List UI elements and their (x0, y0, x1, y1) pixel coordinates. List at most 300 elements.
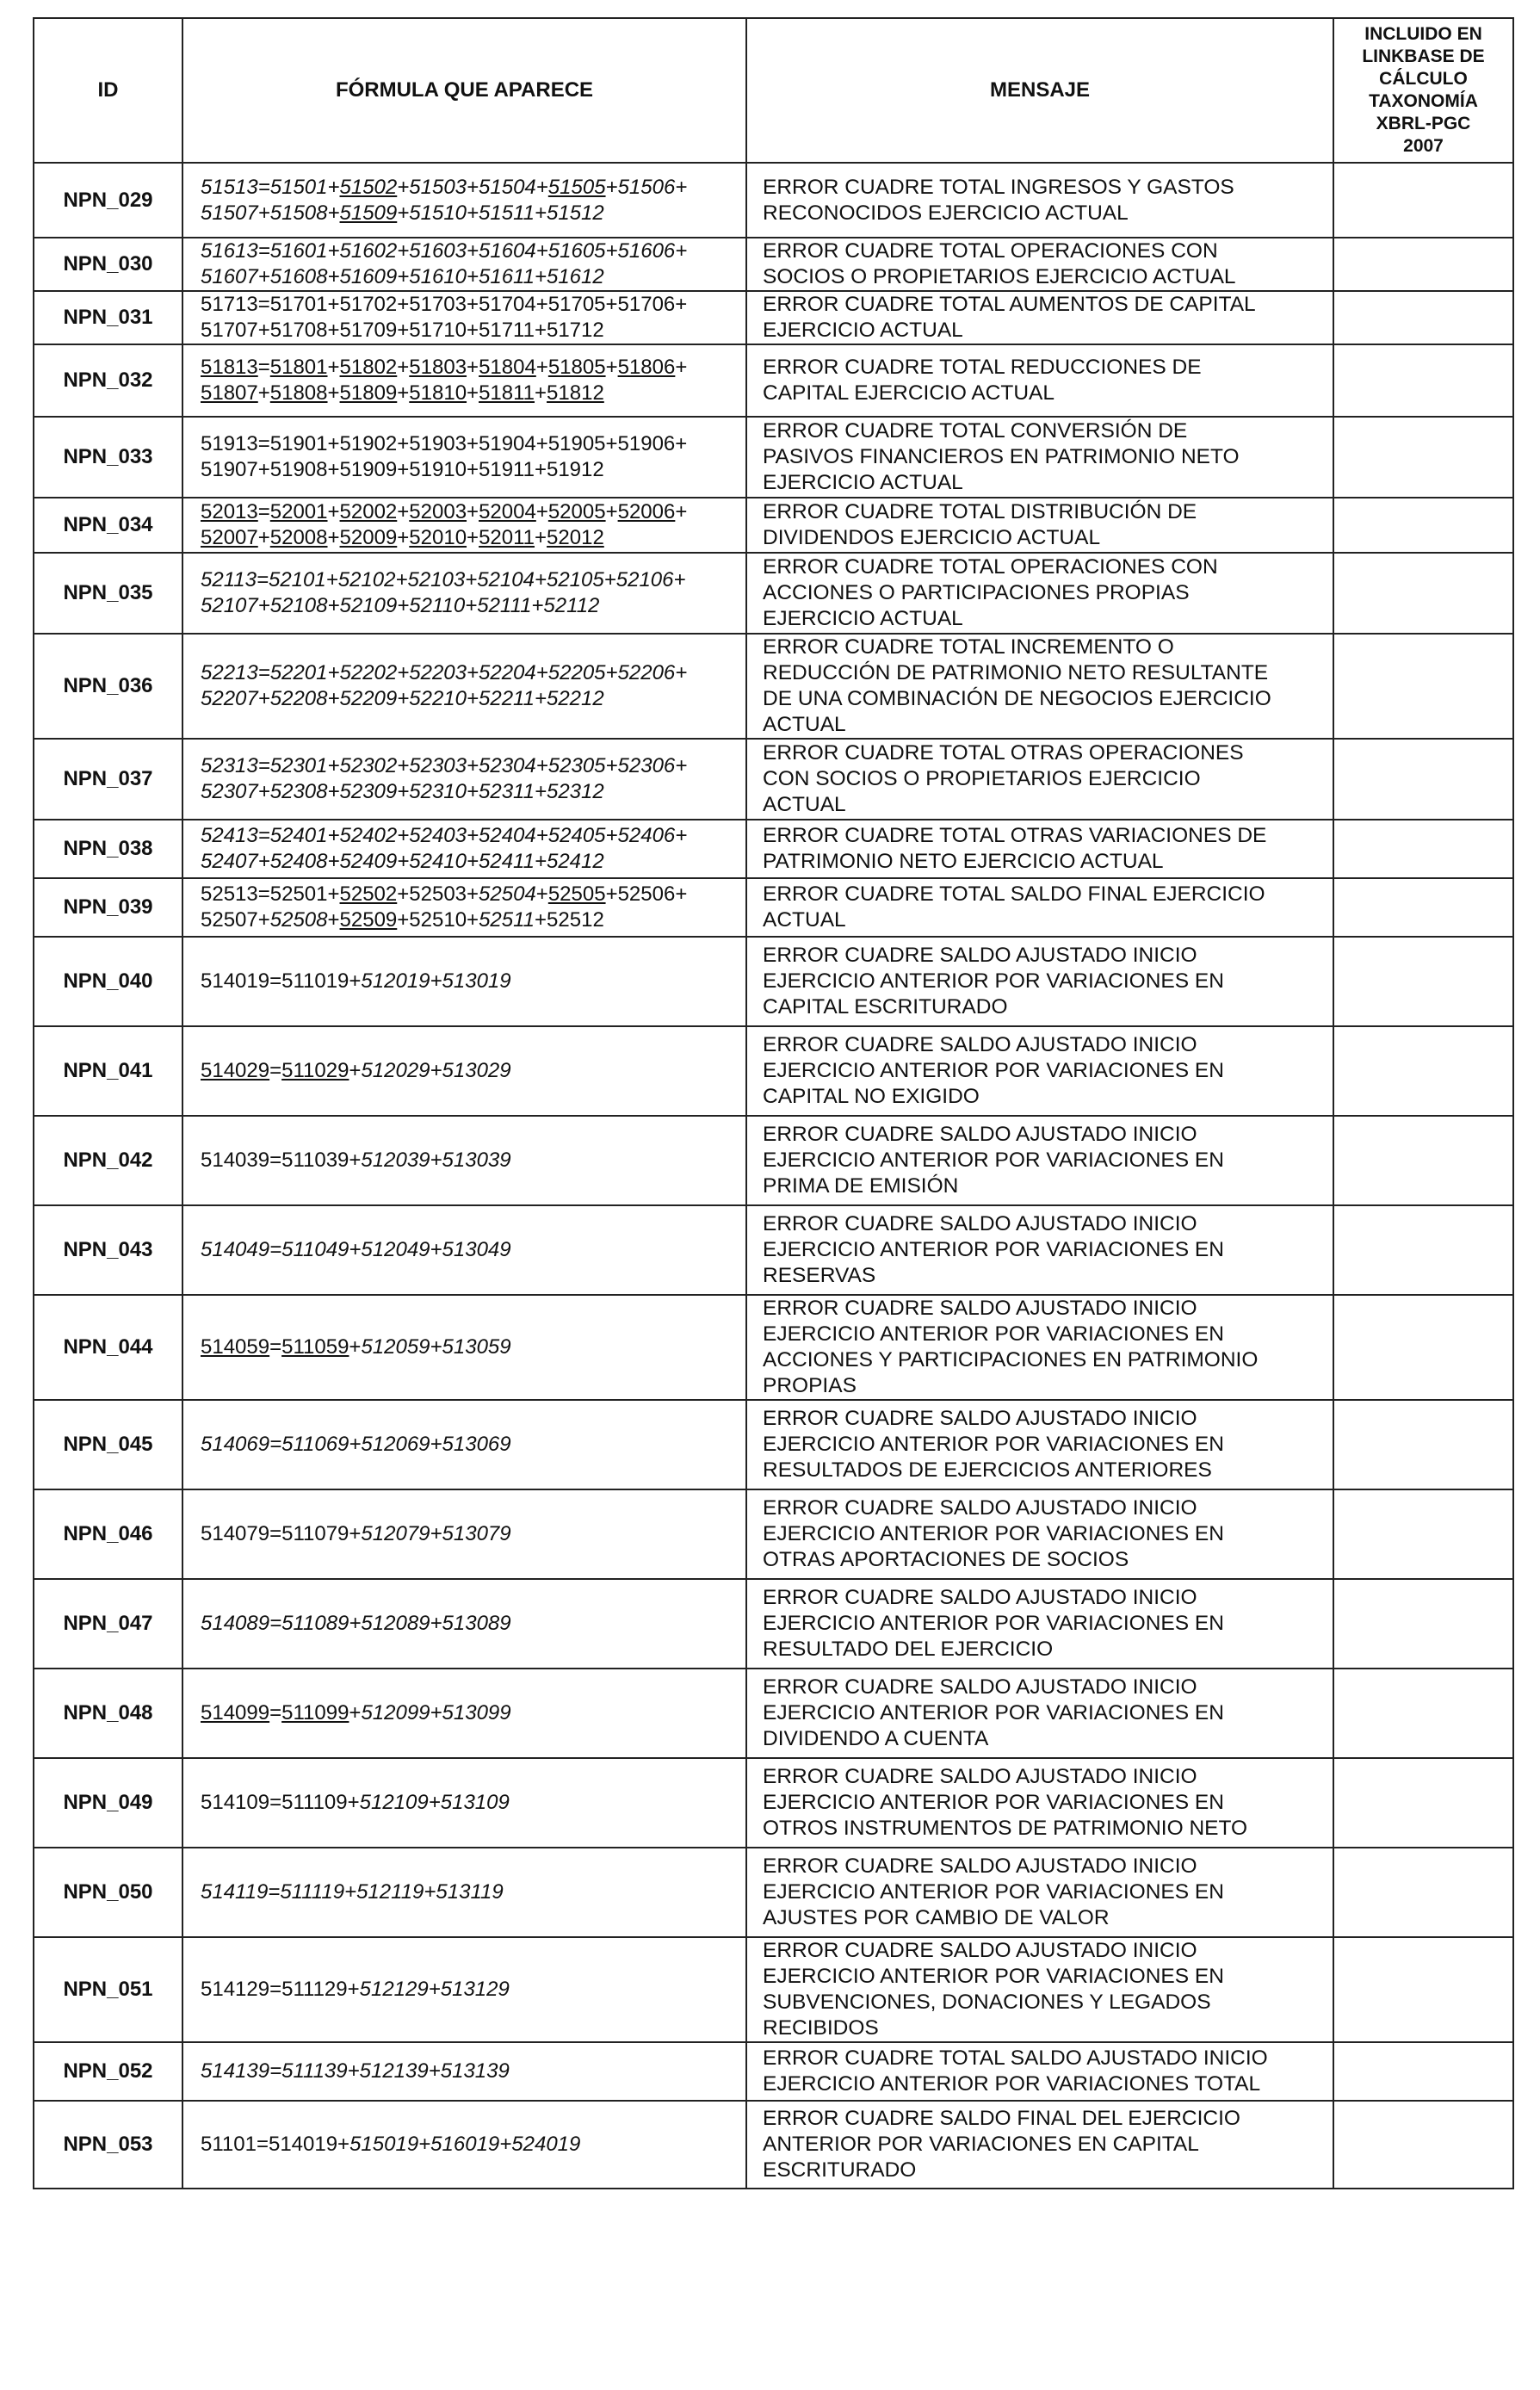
formula-segment: 52511 (479, 908, 535, 932)
formula-segment: +52503+ (397, 882, 479, 906)
table-row (34, 1489, 1513, 1579)
table-row (34, 1400, 1513, 1489)
table-row (34, 1758, 1513, 1848)
formula-cell (182, 553, 746, 634)
formula-segment: + (327, 356, 340, 379)
formula-segment: 52008 (269, 526, 328, 549)
validation-table (33, 17, 1514, 2189)
formula-cell (182, 2042, 746, 2101)
formula-line (201, 1790, 745, 1816)
message-cell (746, 498, 1333, 553)
message-line: EJERCICIO ANTERIOR POR VARIACIONES EN (763, 1238, 1224, 1261)
formula-line (201, 1148, 745, 1173)
message-cell (746, 238, 1333, 291)
formula-segment: 512059+513059 (361, 1335, 511, 1359)
message-line: EJERCICIO ANTERIOR POR VARIACIONES TOTAL (763, 2072, 1261, 2096)
formula-segment: + (535, 882, 548, 906)
included-cell (1333, 417, 1513, 498)
message-line: OTROS INSTRUMENTOS DE PATRIMONIO NETO (763, 1817, 1248, 1840)
message-line: PASIVOS FINANCIEROS EN PATRIMONIO NETO (763, 445, 1240, 468)
included-cell (1333, 553, 1513, 634)
formula-segment: + (257, 381, 270, 405)
formula-segment: 511029 (281, 1059, 349, 1082)
included-cell (1333, 1937, 1513, 2042)
rule-id: NPN_034 (34, 498, 182, 553)
message-line: EJERCICIO ANTERIOR POR VARIACIONES EN (763, 1059, 1224, 1082)
formula-segment: 51803 (409, 356, 467, 379)
rule-id: NPN_029 (34, 163, 182, 238)
formula-line (201, 1611, 745, 1637)
message-cell (746, 937, 1333, 1026)
formula-line (201, 753, 745, 779)
formula-segment: 52011 (479, 526, 535, 549)
formula-line (201, 882, 745, 907)
rule-id: NPN_037 (34, 739, 182, 820)
formula-line (201, 969, 745, 994)
formula-segment: 514069=511069+512069+513069 (201, 1433, 511, 1456)
formula-segment: + (349, 1701, 362, 1724)
message-line: EJERCICIO ANTERIOR POR VARIACIONES EN (763, 969, 1224, 993)
message-line: EJERCICIO ANTERIOR POR VARIACIONES EN (763, 1522, 1224, 1545)
included-cell (1333, 238, 1513, 291)
formula-segment: 52006 (617, 500, 676, 523)
table-row (34, 739, 1513, 820)
rule-id: NPN_039 (34, 878, 182, 937)
formula-line (201, 567, 745, 593)
message-cell (746, 1026, 1333, 1116)
rule-id: NPN_044 (34, 1295, 182, 1400)
message-line: PRIMA DE EMISIÓN (763, 1174, 959, 1198)
formula-segment: 514019=511019+ (201, 969, 362, 993)
rule-id: NPN_047 (34, 1579, 182, 1669)
rule-id: NPN_052 (34, 2042, 182, 2101)
message-line: ERROR CUADRE TOTAL REDUCCIONES DE (763, 356, 1202, 379)
formula-cell (182, 1116, 746, 1205)
formula-segment: 51907+51908+51909+51910+51911+51912 (201, 458, 604, 481)
formula-segment: 514029 (201, 1059, 270, 1082)
message-cell (746, 634, 1333, 739)
rule-id: NPN_051 (34, 1937, 182, 2042)
formula-segment: +51506+ (605, 175, 688, 199)
formula-segment: 51505 (547, 175, 606, 199)
header-included-line: CÁLCULO (1379, 69, 1468, 89)
message-cell (746, 878, 1333, 937)
formula-cell (182, 1579, 746, 1669)
formula-cell (182, 1295, 746, 1400)
formula-segment: 52009 (339, 526, 398, 549)
formula-segment: 51613=51601+51602+51603+51604+51605+51606+ (201, 239, 688, 263)
formula-line (201, 1521, 745, 1547)
message-line: EJERCICIO ANTERIOR POR VARIACIONES EN (763, 1149, 1224, 1172)
formula-line (201, 2132, 745, 2158)
formula-cell (182, 1205, 746, 1295)
formula-segment: = (269, 1701, 282, 1724)
formula-line (201, 457, 745, 483)
formula-segment: 52010 (409, 526, 467, 549)
header-formula: FÓRMULA QUE APARECE (182, 18, 746, 163)
formula-segment: 52307+52308+52309+52310+52311+52312 (201, 780, 604, 803)
header-included-line: INCLUIDO EN (1364, 24, 1482, 44)
message-line: SOCIOS O PROPIETARIOS EJERCICIO ACTUAL (763, 265, 1236, 288)
formula-segment: 514079=511079+ (201, 1522, 362, 1545)
included-cell (1333, 1295, 1513, 1400)
formula-segment: 52107+52108+52109+52110+52111+52112 (201, 594, 600, 617)
formula-segment: +52506+ (605, 882, 688, 906)
included-cell (1333, 1669, 1513, 1758)
formula-segment: + (327, 526, 340, 549)
formula-segment: + (535, 356, 548, 379)
message-cell (746, 417, 1333, 498)
formula-segment: + (535, 500, 548, 523)
formula-segment: = (269, 1335, 282, 1359)
included-cell (1333, 344, 1513, 417)
included-cell (1333, 1848, 1513, 1937)
rule-id: NPN_032 (34, 344, 182, 417)
message-line: ERROR CUADRE TOTAL SALDO FINAL EJERCICIO (763, 882, 1265, 906)
table-header (34, 18, 1513, 163)
formula-segment: 512109+513109 (359, 1791, 510, 1814)
message-line: ERROR CUADRE TOTAL DISTRIBUCIÓN DE (763, 500, 1197, 523)
included-cell (1333, 2101, 1513, 2189)
formula-segment: 51101=514019+ (201, 2133, 350, 2156)
formula-segment: 511059 (281, 1335, 349, 1359)
rule-id: NPN_040 (34, 937, 182, 1026)
formula-line (201, 1237, 745, 1263)
formula-line (201, 849, 745, 875)
formula-segment: 514059 (201, 1335, 270, 1359)
formula-segment: 52012 (547, 526, 604, 549)
formula-cell (182, 1489, 746, 1579)
header-included-line: 2007 (1403, 136, 1444, 156)
message-line: ERROR CUADRE TOTAL SALDO AJUSTADO INICIO (763, 2046, 1268, 2070)
formula-segment: 51607+51608+51609+51610+51611+51612 (201, 265, 604, 288)
table-row (34, 1116, 1513, 1205)
formula-segment: 52002 (339, 500, 398, 523)
message-line: ERROR CUADRE TOTAL AUMENTOS DE CAPITAL (763, 293, 1256, 316)
included-cell (1333, 1579, 1513, 1669)
formula-cell (182, 2101, 746, 2189)
message-line: ERROR CUADRE TOTAL OTRAS OPERACIONES (763, 741, 1244, 765)
header-included-line: XBRL-PGC (1376, 114, 1471, 133)
formula-segment: 512019+513019 (361, 969, 511, 993)
message-line: ERROR CUADRE TOTAL OTRAS VARIACIONES DE (763, 824, 1267, 847)
formula-segment: 51509 (339, 201, 398, 225)
formula-segment: 512129+513129 (359, 1978, 510, 2001)
included-cell (1333, 163, 1513, 238)
formula-segment: 52509 (339, 908, 398, 932)
message-line: ERROR CUADRE TOTAL INCREMENTO O (763, 635, 1174, 659)
formula-segment: + (349, 1335, 362, 1359)
formula-line (201, 318, 745, 344)
formula-line (201, 525, 745, 551)
formula-cell (182, 1848, 746, 1937)
formula-line (201, 292, 745, 318)
message-line: RESERVAS (763, 1264, 876, 1287)
formula-segment: 52113=52101+52102+52103+52104+52105+52106+ (201, 568, 686, 591)
message-line: ERROR CUADRE SALDO AJUSTADO INICIO (763, 1854, 1197, 1878)
formula-segment: + (467, 526, 479, 549)
message-line: ESCRITURADO (763, 2158, 917, 2182)
included-cell (1333, 1205, 1513, 1295)
message-line: AJUSTES POR CAMBIO DE VALOR (763, 1906, 1110, 1929)
formula-cell (182, 1937, 746, 2042)
formula-segment: 52504 (479, 882, 536, 906)
formula-segment: + (327, 500, 340, 523)
message-cell (746, 291, 1333, 344)
formula-segment: + (467, 356, 479, 379)
message-cell (746, 1400, 1333, 1489)
message-line: EJERCICIO ANTERIOR POR VARIACIONES EN (763, 1322, 1224, 1346)
rule-id: NPN_035 (34, 553, 182, 634)
formula-line (201, 593, 745, 619)
formula-segment: 514139=511139+512139+513139 (201, 2059, 510, 2083)
table-row (34, 291, 1513, 344)
formula-cell (182, 238, 746, 291)
formula-cell (182, 498, 746, 553)
message-line: RECONOCIDOS EJERCICIO ACTUAL (763, 201, 1129, 225)
message-line: ERROR CUADRE TOTAL OPERACIONES CON (763, 239, 1218, 263)
header-message: MENSAJE (746, 18, 1333, 163)
formula-segment: 512029+513029 (361, 1059, 511, 1082)
formula-segment: + (467, 381, 479, 405)
rule-id: NPN_050 (34, 1848, 182, 1937)
message-line: EJERCICIO ACTUAL (763, 607, 963, 630)
formula-segment: +51503+51504+ (397, 175, 548, 199)
rule-id: NPN_042 (34, 1116, 182, 1205)
formula-segment: 51806 (617, 356, 676, 379)
formula-segment: +52510+ (397, 908, 479, 932)
message-line: DE UNA COMBINACIÓN DE NEGOCIOS EJERCICIO (763, 687, 1271, 710)
header-included-line: LINKBASE DE (1362, 46, 1485, 66)
formula-segment: +51510+51511+51512 (397, 201, 604, 225)
formula-segment: 52513=52501+ (201, 882, 340, 906)
formula-segment: 514039=511039+ (201, 1149, 362, 1172)
message-line: ERROR CUADRE TOTAL CONVERSIÓN DE (763, 419, 1188, 443)
message-line: ERROR CUADRE SALDO AJUSTADO INICIO (763, 1407, 1197, 1430)
formula-segment: 514099 (201, 1701, 270, 1724)
formula-cell (182, 417, 746, 498)
rule-id: NPN_049 (34, 1758, 182, 1848)
formula-segment: 51802 (339, 356, 398, 379)
rule-id: NPN_053 (34, 2101, 182, 2189)
rule-id: NPN_031 (34, 291, 182, 344)
formula-segment: 514119=511119+512119+513119 (201, 1880, 504, 1904)
message-line: ERROR CUADRE SALDO AJUSTADO INICIO (763, 1939, 1197, 1962)
formula-cell (182, 163, 746, 238)
message-line: RECIBIDOS (763, 2016, 879, 2040)
formula-segment: = (257, 500, 270, 523)
message-line: EJERCICIO ANTERIOR POR VARIACIONES EN (763, 1880, 1224, 1904)
formula-line (201, 1700, 745, 1726)
table-row (34, 2101, 1513, 2189)
formula-segment: +52512 (535, 908, 604, 932)
table-row (34, 553, 1513, 634)
message-line: ANTERIOR POR VARIACIONES EN CAPITAL (763, 2133, 1199, 2156)
formula-segment: + (675, 500, 688, 523)
message-line: SUBVENCIONES, DONACIONES Y LEGADOS (763, 1991, 1211, 2014)
message-cell (746, 1758, 1333, 1848)
formula-segment: 52505 (547, 882, 606, 906)
message-line: DIVIDENDO A CUENTA (763, 1727, 989, 1750)
rule-id: NPN_036 (34, 634, 182, 739)
formula-cell (182, 1758, 746, 1848)
formula-segment: 51807 (201, 381, 258, 405)
formula-segment: 51810 (409, 381, 467, 405)
message-line: EJERCICIO ACTUAL (763, 319, 963, 342)
table-body (34, 163, 1513, 2189)
included-cell (1333, 1400, 1513, 1489)
rule-id: NPN_048 (34, 1669, 182, 1758)
formula-line (201, 238, 745, 264)
table-row (34, 1937, 1513, 2042)
formula-segment: + (397, 526, 410, 549)
formula-segment: + (467, 500, 479, 523)
message-line: ACCIONES Y PARTICIPACIONES EN PATRIMONIO (763, 1348, 1259, 1371)
formula-segment: 52004 (479, 500, 536, 523)
included-cell (1333, 878, 1513, 937)
formula-segment: + (349, 1059, 362, 1082)
formula-segment: 514089=511089+512089+513089 (201, 1612, 511, 1635)
message-line: CAPITAL NO EXIGIDO (763, 1085, 980, 1108)
formula-line (201, 1334, 745, 1360)
formula-segment: 52005 (547, 500, 606, 523)
message-line: REDUCCIÓN DE PATRIMONIO NETO RESULTANTE (763, 661, 1269, 684)
formula-segment: 51804 (479, 356, 536, 379)
table-row (34, 2042, 1513, 2101)
formula-segment: 52313=52301+52302+52303+52304+52305+52306+ (201, 754, 688, 777)
rule-id: NPN_038 (34, 820, 182, 878)
formula-segment: 52007 (201, 526, 258, 549)
message-cell (746, 1669, 1333, 1758)
table-row (34, 1848, 1513, 1937)
formula-segment: 514109=511109+ (201, 1791, 360, 1814)
formula-line (201, 823, 745, 849)
formula-line (201, 779, 745, 805)
formula-segment: 511099 (281, 1701, 349, 1724)
formula-segment: 514129=511129+ (201, 1978, 360, 2001)
message-line: CON SOCIOS O PROPIETARIOS EJERCICIO (763, 767, 1201, 790)
message-cell (746, 1848, 1333, 1937)
formula-segment: 51813 (201, 356, 258, 379)
message-cell (746, 1205, 1333, 1295)
rule-id: NPN_045 (34, 1400, 182, 1489)
message-line: ACTUAL (763, 793, 846, 816)
formula-cell (182, 344, 746, 417)
message-cell (746, 739, 1333, 820)
included-cell (1333, 1026, 1513, 1116)
message-line: ACTUAL (763, 908, 846, 932)
formula-segment: 51811 (479, 381, 535, 405)
table-row (34, 634, 1513, 739)
message-line: ERROR CUADRE SALDO AJUSTADO INICIO (763, 1297, 1197, 1320)
formula-segment: = (257, 356, 270, 379)
formula-segment: 52003 (409, 500, 467, 523)
included-cell (1333, 291, 1513, 344)
message-cell (746, 2101, 1333, 2189)
message-line: PATRIMONIO NETO EJERCICIO ACTUAL (763, 850, 1164, 873)
formula-line (201, 499, 745, 525)
message-line: DIVIDENDOS EJERCICIO ACTUAL (763, 526, 1101, 549)
message-line: EJERCICIO ANTERIOR POR VARIACIONES EN (763, 1701, 1224, 1724)
formula-segment: 52013 (201, 500, 258, 523)
formula-segment: + (605, 356, 618, 379)
formula-line (201, 355, 745, 381)
table-row (34, 1579, 1513, 1669)
formula-cell (182, 878, 746, 937)
formula-segment: 52001 (269, 500, 328, 523)
formula-segment: 515019+516019+524019 (349, 2133, 581, 2156)
formula-segment: 512039+513039 (361, 1149, 511, 1172)
formula-segment: 514049=511049+512049+513049 (201, 1238, 511, 1261)
formula-line (201, 175, 745, 201)
included-cell (1333, 1489, 1513, 1579)
formula-line (201, 264, 745, 290)
formula-line (201, 1977, 745, 2003)
included-cell (1333, 634, 1513, 739)
message-cell (746, 163, 1333, 238)
formula-cell (182, 1669, 746, 1758)
table-row (34, 1669, 1513, 1758)
formula-segment: 52207+52208+52209+52210+52211+52212 (201, 687, 604, 710)
table-row (34, 163, 1513, 238)
message-line: ACTUAL (763, 713, 846, 736)
formula-segment: 512099+513099 (361, 1701, 511, 1724)
message-line: ERROR CUADRE SALDO AJUSTADO INICIO (763, 1496, 1197, 1520)
formula-cell (182, 739, 746, 820)
message-line: OTRAS APORTACIONES DE SOCIOS (763, 1548, 1129, 1571)
formula-cell (182, 1026, 746, 1116)
formula-segment: + (397, 381, 410, 405)
table-row (34, 820, 1513, 878)
formula-line (201, 660, 745, 686)
message-line: ERROR CUADRE SALDO AJUSTADO INICIO (763, 944, 1197, 967)
message-line: ERROR CUADRE SALDO AJUSTADO INICIO (763, 1033, 1197, 1056)
message-line: ERROR CUADRE SALDO AJUSTADO INICIO (763, 1123, 1197, 1146)
formula-segment: + (535, 526, 547, 549)
table-row (34, 417, 1513, 498)
message-cell (746, 820, 1333, 878)
message-cell (746, 553, 1333, 634)
formula-line (201, 1432, 745, 1458)
formula-segment: 52213=52201+52202+52203+52204+52205+52206+ (201, 661, 688, 684)
rule-id: NPN_043 (34, 1205, 182, 1295)
rule-id: NPN_030 (34, 238, 182, 291)
table-row (34, 878, 1513, 937)
message-line: EJERCICIO ANTERIOR POR VARIACIONES EN (763, 1791, 1224, 1814)
formula-segment: 51502 (339, 175, 398, 199)
message-line: EJERCICIO ANTERIOR POR VARIACIONES EN (763, 1965, 1224, 1988)
formula-segment: 51809 (339, 381, 398, 405)
table-row (34, 344, 1513, 417)
included-cell (1333, 1758, 1513, 1848)
message-line: ERROR CUADRE SALDO AJUSTADO INICIO (763, 1765, 1197, 1788)
message-line: CAPITAL EJERCICIO ACTUAL (763, 381, 1054, 405)
message-line: RESULTADOS DE EJERCICIOS ANTERIORES (763, 1458, 1212, 1482)
message-line: CAPITAL ESCRITURADO (763, 995, 1008, 1019)
table-row (34, 1295, 1513, 1400)
formula-cell (182, 937, 746, 1026)
rule-id: NPN_033 (34, 417, 182, 498)
formula-line (201, 431, 745, 457)
message-cell (746, 1116, 1333, 1205)
table-row (34, 1205, 1513, 1295)
message-line: ERROR CUADRE TOTAL OPERACIONES CON (763, 555, 1218, 579)
formula-segment: 51801 (269, 356, 328, 379)
formula-cell (182, 1400, 746, 1489)
message-line: ERROR CUADRE SALDO FINAL DEL EJERCICIO (763, 2107, 1240, 2130)
formula-segment: 51513=51501+ (201, 175, 340, 199)
message-cell (746, 1295, 1333, 1400)
